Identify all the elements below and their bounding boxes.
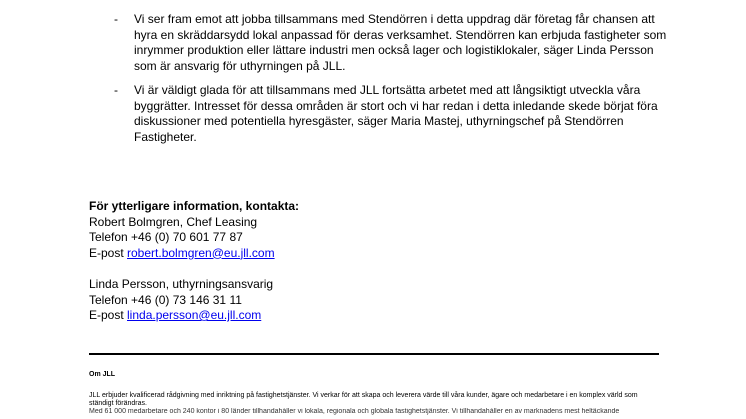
quote-list [114,12,674,154]
contact-heading: För ytterligare information, kontakta: [89,199,300,213]
bullet-dash: - [114,12,118,26]
about-text-block [89,392,659,417]
about-paragraph: JLL erbjuder kvalificerad rådgivning med inriktning på fastighetstjänster. Vi verkar för att skapa och leverera värde till våra kunder, ägare och medarbetare i en komplex värld som ständigt förändras. [89,392,638,408]
contact-email-row [89,308,589,324]
contact-phone: Telefon +46 (0) 73 146 31 11 [89,292,242,307]
quote-text: Vi är väldigt glada för att tillsammans med JLL fortsätta arbetet med att långsiktigt utveckla våra byggrätter. Intresset för dessa områden är stort och vi har redan i detta inledande skede börjat föra diskussioner med potentiella hyresgäster, säger Maria Mastej, uthyrningschef på Stendörren Fastigheter. [134,83,658,144]
contact-email-row [89,246,589,262]
email-link[interactable]: robert.bolmgren@eu.jll.com [127,245,275,260]
bullet-dash: - [114,83,118,97]
about-cut-line: Med 61 000 medarbetare och 240 kontor i 80 länder tillhandahåller vi lokala, regionala och globala fastighetstjänster. Vi tillhandahåller en av marknadens mest heltäckande [89,408,620,416]
contact-person [89,277,589,324]
contact-name: Linda Persson, uthyrningsansvarig [89,277,274,291]
contact-name: Robert Bolmgren, Chef Leasing [89,214,258,229]
quote-item [114,12,674,74]
email-link[interactable]: linda.persson@eu.jll.com [127,308,262,322]
quote-text: Vi ser fram emot att jobba tillsammans med Stendörren i detta uppdrag där företag får chansen att hyra en skräddarsydd lokal anpassad för deras verksamhet. Stendörren kan erbjuda fastigheter som inrymmer produktion eller lättare industri men också lager och logistiklokaler, säger Linda Persson som är ansvarig för uthyrningen på JLL. [134,12,667,73]
contact-person [89,215,589,262]
contact-section [89,199,589,324]
contact-phone: Telefon +46 (0) 70 601 77 87 [89,230,243,244]
about-title: Om JLL [89,371,116,378]
email-label: E-post [89,308,128,322]
divider-rule [89,353,659,355]
quote-item [114,83,674,145]
email-label: E-post [89,245,128,260]
spacer [89,261,589,277]
